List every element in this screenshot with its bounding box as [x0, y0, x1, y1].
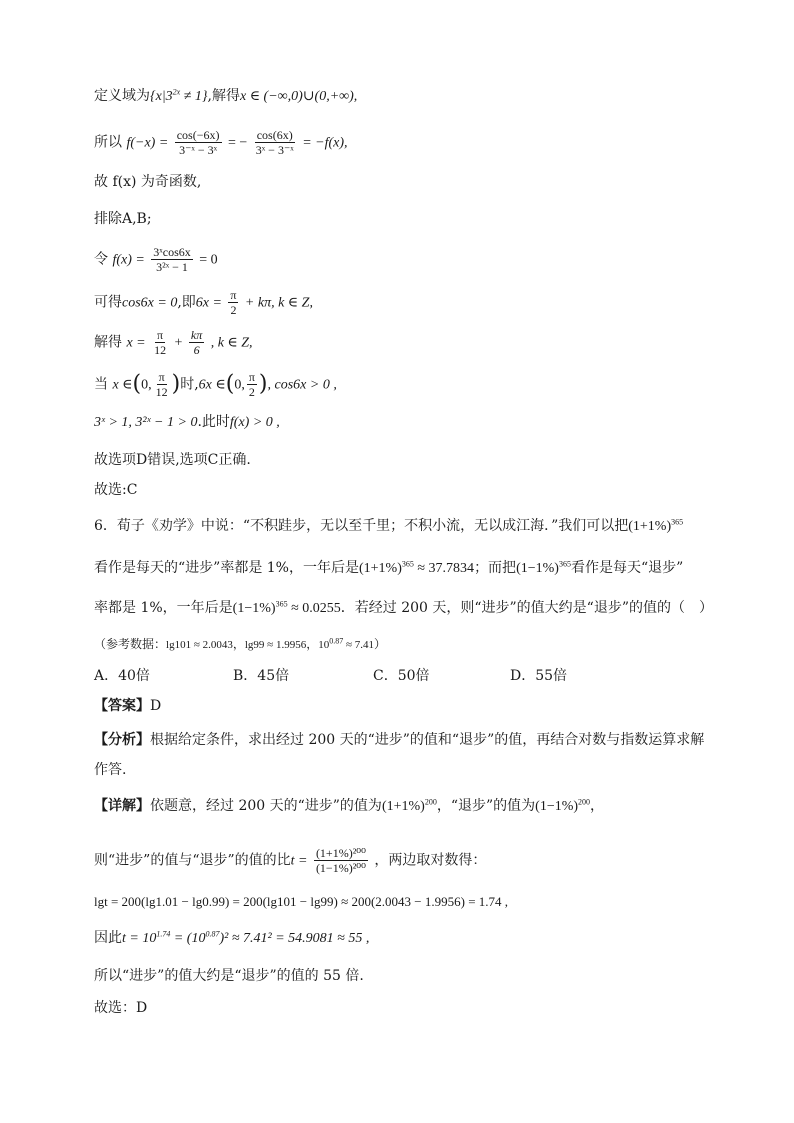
- answer-tag: 【答案】: [94, 698, 150, 714]
- detail-line-2: 则“进步”的值与“退步”的值的比t = $\frac{\text{(1+1\%)²⁰⁰}}{\text{(1−1\%)²⁰⁰}}$ ，两边取对数得：: [94, 846, 487, 875]
- answer-value: D: [150, 698, 162, 714]
- zero-equation-line: 令 f(x) = $\frac{\text{3ˣcos6x}}{\text{3²ˣ − 1}}$ = 0: [94, 245, 218, 274]
- fraction: $\frac{\pi}{2}$: [230, 288, 237, 317]
- fraction: $\frac{\cos(6x)}{\text{3ˣ − 3⁻ˣ}}$: [255, 128, 294, 157]
- fraction: $\frac{\text{3ˣcos6x}}{\text{3²ˣ − 1}}$: [153, 245, 191, 274]
- fraction: $\frac{\pi}{12}$: [154, 328, 167, 357]
- q6-options: [94, 666, 694, 686]
- answer-line: [94, 696, 161, 716]
- q6-line-1: 6．荀子《劝学》中说：“不积跬步，无以至千里；不积小流，无以成江海．”我们可以把$(1+1\%)^{365}$: [94, 517, 684, 534]
- conclusion-line: 故选项D错误,选项C正确.: [94, 452, 251, 468]
- detail-line-1: 【详解】依题意，经过 200 天的“进步”的值为$(1+1\%)^{200}$，“退步”的值为$(1-1\%)^{200}$，: [94, 797, 605, 814]
- domain-line: [94, 86, 357, 107]
- solution-line: 解得 x = $\frac{\pi}{12}$ + $\frac{k\pi}{6}$ , k ∈ Z,: [94, 328, 253, 357]
- detail-line-5: 所以“进步”的值大约是“退步”的值的 55 倍.: [94, 968, 364, 984]
- q6-reference-data: （参考数据：lg101 ≈ 2.0043，lg99 ≈ 1.9956，$10^{0.87} \approx 7.41$）: [94, 636, 387, 651]
- fraction: $\frac{\pi}{2}$: [248, 370, 255, 399]
- analysis-line-2: 作答.: [94, 762, 127, 778]
- fraction: $\frac{\pi}{12}$: [155, 370, 168, 399]
- detail-line-4: 因此$t = 10^{1.74} = (10^{0.87})^2 \approx 7.41^2 = 54.9081 \approx 55$ ,: [94, 929, 370, 946]
- option-b: B．45倍: [233, 668, 290, 684]
- odd-function-line: 故 f(x) 为奇函数,: [94, 174, 202, 190]
- option-a: A．40倍: [94, 668, 150, 684]
- interval-line: 当 x ∈(0, $\frac{\pi}{12}$ )时,6x ∈(0, $\frac{\pi}{2}$ ), cos6x > 0 ,: [94, 370, 337, 399]
- set-expression: $\{x|3^{2x} \ne 1\}$: [150, 87, 208, 104]
- q6-line-3: 率都是 1%，一年后是$(1-1\%)^{365} \approx 0.0255$．若经过 200 天，则“进步”的值大约是“退步”的值的（ ）: [94, 599, 713, 616]
- exclude-line: 排除A,B;: [94, 211, 152, 227]
- detail-line-3: lgt = 200(lg1.01 − lg0.99) = 200(lg101 − lg99) ≈ 200(2.0043 − 1.9956) = 1.74 ,: [94, 894, 509, 909]
- odd-check-line: 所以 f(−x) = $\frac{\cos(-6x)}{\text{3⁻ˣ − 3ˣ}}$ = − $\frac{\cos(6x)}{\text{3ˣ − 3⁻ˣ}}$ = −f(x),: [94, 128, 348, 157]
- analysis-tag: 【分析】: [94, 732, 150, 748]
- domain-result: x ∈ (−∞,0)∪(0,+∞),: [239, 89, 358, 104]
- option-d: D．55倍: [510, 668, 568, 684]
- text-solve: ,解得: [207, 88, 240, 104]
- fraction: $\frac{k\pi}{6}$: [190, 328, 203, 357]
- fraction: $\frac{\cos(-6x)}{\text{3⁻ˣ − 3ˣ}}$: [176, 128, 220, 157]
- text-domain-label: 定义域为: [94, 88, 150, 104]
- cos-zero-line: 可得cos6x = 0,即6x = $\frac{\pi}{2}$ + kπ, k ∈ Z,: [94, 288, 313, 317]
- detail-line-6: 故选：D: [94, 1000, 148, 1016]
- q6-line-2: 看作是每天的“进步”率都是 1%，一年后是$(1+1\%)^{365} \approx 37.7834$；而把$(1-1\%)^{365}$看作是每天“退步”: [94, 559, 684, 576]
- positive-line: 3ˣ > 1, 3²ˣ − 1 > 0.此时f(x) > 0 ,: [94, 414, 280, 430]
- answer-choice-line: 故选:C: [94, 482, 138, 498]
- fraction: $\frac{\text{(1+1\%)²⁰⁰}}{\text{(1−1\%)²⁰⁰}}$: [315, 846, 366, 875]
- detail-tag: 【详解】: [94, 798, 150, 814]
- analysis-line-1: 【分析】根据给定条件，求出经过 200 天的“进步”的值和“退步”的值，再结合对数与指数运算求解: [94, 732, 705, 748]
- option-c: C．50倍: [373, 668, 430, 684]
